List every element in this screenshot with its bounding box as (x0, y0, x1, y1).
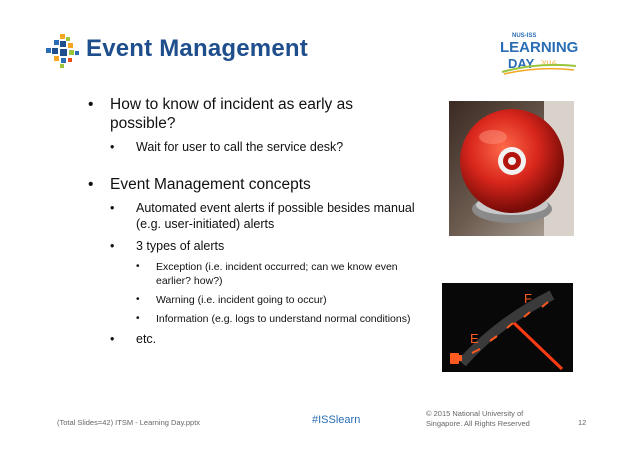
footer-filename: (Total Slides=42) ITSM - Learning Day.pptx (57, 418, 201, 427)
alert-type-warning: • Warning (i.e. incident going to occur) (136, 293, 418, 307)
fuel-gauge-image (442, 283, 573, 372)
gauge-empty-label: E (470, 331, 479, 346)
learning-day-logo (498, 30, 578, 76)
logo-year-text: 2016 (540, 59, 556, 68)
footer-hashtag: #ISSlearn (312, 414, 361, 426)
bullet-list (88, 95, 418, 353)
sub-bullet-alert-types: • 3 types of alerts (110, 238, 418, 254)
footer-copyright: © 2015 National University of Singapore. All Rights Reserved (426, 409, 530, 428)
sub-bullet-etc: • etc. (110, 331, 418, 347)
logo-org-text: NUS-ISS (512, 33, 537, 39)
sub-bullet-wait-user: • Wait for user to call the service desk? (110, 139, 418, 155)
gauge-full-label: F (524, 291, 532, 306)
page-number: 12 (578, 418, 587, 427)
alert-type-information: • Information (e.g. logs to understand normal conditions) (136, 312, 418, 326)
alarm-bell-image (449, 101, 574, 236)
sub-bullet-automated-alerts: • Automated event alerts if possible besides manual (e.g. user-initiated) alerts (110, 200, 418, 232)
pixel-logo-icon (46, 34, 80, 68)
bullet-early-detection: • How to know of incident as early as possible? (88, 95, 418, 133)
slide-title: Event Management (86, 35, 308, 62)
logo-line2-text: DAY (508, 56, 535, 71)
logo-line1-text: LEARNING (500, 39, 578, 56)
bullet-event-concepts: • Event Management concepts (88, 175, 418, 194)
alert-type-exception: • Exception (i.e. incident occurred; can we know even earlier? how?) (136, 260, 418, 288)
